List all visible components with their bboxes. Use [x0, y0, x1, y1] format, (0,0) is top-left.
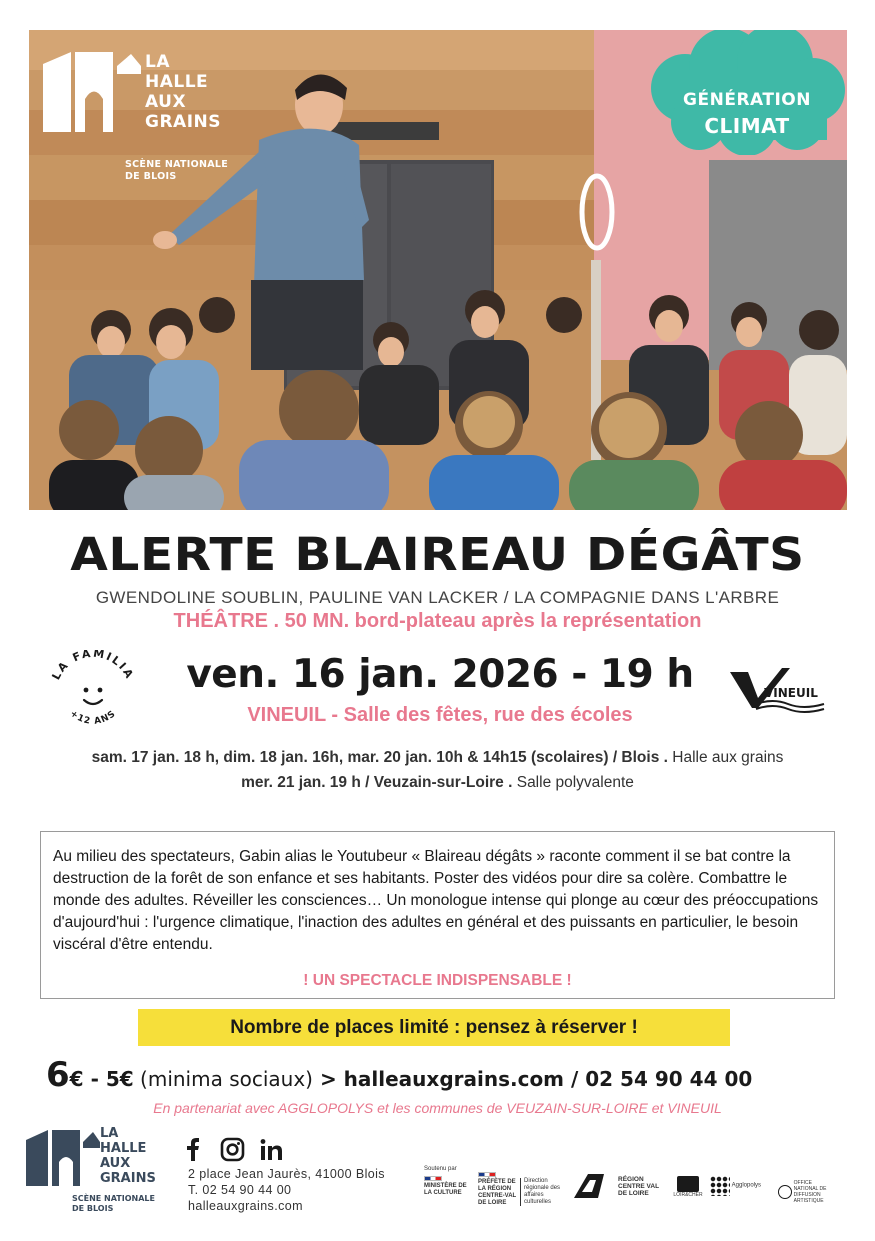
generation-climat-badge [647, 30, 847, 155]
description-box [40, 831, 835, 999]
limited-seats-banner: Nombre de places limité : pensez à réserver ! [138, 1009, 730, 1046]
ministere-culture-logo [424, 1166, 474, 1197]
footer-logo-subtitle [72, 1194, 192, 1214]
price-full: 6 [46, 1055, 70, 1095]
footer-logo [26, 1124, 186, 1219]
footer-logo-wordmark [100, 1126, 190, 1186]
linkedin-icon[interactable] [261, 1139, 282, 1160]
description-text: Au milieu des spectateurs, Gabin alias le Youtubeur « Blaireau dégâts » raconte comment il se bat contre la destruction de la forêt de son enfance et ses habitants. Poster des vidéos pour dire sa colère. Combattre le monde des adultes. Réveiller les consciences… Un monologue intense qui plonge au cœur des préoccupations d'aujourd'hui : l'urgence climatique, l'inaction des adultes en général et des puissants en particulier, le besoin viscéral d'être entendu. [53, 848, 819, 953]
drac-logo [520, 1178, 570, 1206]
booking-phone[interactable]: 02 54 90 44 00 [585, 1067, 753, 1091]
loir-cher-departement-logo [672, 1176, 704, 1199]
svg-text:LA FAMILIA [49, 650, 136, 682]
footer-logo-line: GRAINS [100, 1171, 156, 1186]
familia-smiley-icon [48, 650, 138, 736]
onda-logo [778, 1180, 838, 1204]
logo-subtitle-line: SCÈNE NATIONALE [125, 159, 229, 170]
footer-logo-line: LA [100, 1126, 119, 1141]
logo-wordmark [145, 52, 265, 132]
show-genre: THÉÂTRE . 50 MN. bord-plateau après la représentation [173, 610, 702, 632]
footer-website[interactable]: halleauxgrains.com [188, 1199, 303, 1213]
other-dates-2-place: Salle polyvalente [512, 774, 634, 791]
sponsor-prefete: PRÉFÈTE DE LA RÉGION CENTRE-VAL DE LOIRE [478, 1179, 517, 1206]
other-dates-2-bold: mer. 21 jan. 19 h / Veuzain-sur-Loire . [241, 774, 513, 791]
instagram-icon[interactable] [222, 1139, 243, 1160]
loir-et-cher-mark [572, 1170, 606, 1200]
logo-subtitle-line: DE BLOIS [125, 171, 177, 182]
vineuil-logo-mark [728, 664, 828, 714]
booking-website-link[interactable]: halleauxgrains.com [343, 1067, 565, 1091]
badge-line-2: CLIMAT [704, 114, 790, 138]
show-authors: GWENDOLINE SOUBLIN, PAULINE VAN LACKER / LA COMPAGNIE DANS L'ARBRE [95, 588, 780, 607]
other-dates-1-bold: sam. 17 jan. 18 h, dim. 18 jan. 16h, mar. 20 jan. 10h & 14h15 (scolaires) / Blois . [91, 749, 668, 766]
footer-address: 2 place Jean Jaurès, 41000 Blois [188, 1167, 385, 1181]
price-line [46, 1055, 846, 1095]
footer-contact [188, 1166, 418, 1214]
price-reduced: - 5€ [90, 1067, 134, 1091]
familia-top-text: LA FAMILIA [49, 650, 137, 682]
region-centre-logo [618, 1176, 668, 1197]
vineuil-logo-text: VINEUIL [764, 686, 818, 700]
la-familia-badge [48, 650, 138, 736]
footer-logo-building-icon [26, 1124, 101, 1194]
loir-et-cher-logo [572, 1170, 606, 1204]
hero-photo [29, 30, 847, 510]
agglopolys-logo [710, 1176, 774, 1196]
sponsor-soutenu: Soutenu par [424, 1166, 457, 1172]
logo-line: HALLE [145, 72, 209, 92]
logo-line: LA [145, 52, 170, 72]
other-dates-line-1 [0, 749, 875, 767]
price-reduced-note: (minima sociaux) [133, 1067, 313, 1091]
social-icons [186, 1137, 296, 1163]
logo-line: GRAINS [145, 112, 221, 132]
svg-text:+12 ANS [68, 709, 118, 727]
partnership-line: En partenariat avec AGGLOPOLYS et les communes de VEUZAIN-SUR-LOIRE et VINEUIL [153, 1100, 722, 1116]
main-venue: VINEUIL - Salle des fêtes, rue des écoles [247, 704, 633, 726]
main-date: ven. 16 jan. 2026 - 19 h [186, 652, 694, 697]
badge-line-1: GÉNÉRATION [683, 90, 811, 110]
footer-logo-line: HALLE [100, 1141, 147, 1156]
sponsor-oda: OFFICE NATIONAL DE DIFFUSION ARTISTIQUE [793, 1180, 827, 1204]
prefete-logo [478, 1172, 518, 1207]
facebook-icon[interactable] [187, 1138, 199, 1161]
vineuil-logo [728, 664, 828, 714]
logo-subtitle [125, 159, 265, 183]
logo-building-icon [43, 44, 143, 134]
footer-phone: T. 02 54 90 44 00 [188, 1183, 292, 1197]
footer-logo-subtitle-line: DE BLOIS [72, 1204, 114, 1213]
arrow-glyph: > [312, 1067, 344, 1091]
logo-line: AUX [145, 92, 187, 112]
price-separator: / [564, 1067, 586, 1091]
other-dates-1-place: Halle aux grains [667, 749, 784, 766]
show-title: ALERTE BLAIREAU DÉGÂTS [70, 528, 805, 581]
footer-logo-subtitle-line: SCÈNE NATIONALE [72, 1194, 155, 1203]
sponsor-agglo: Agglopolys [731, 1182, 762, 1189]
must-see-callout: ! UN SPECTACLE INDISPENSABLE ! [303, 972, 572, 989]
sponsor-loir: LOIR&CHER [673, 1192, 703, 1198]
sponsor-drac: Direction régionale des affaires culturelles [524, 1178, 561, 1205]
sponsor-ministere: MINISTÈRE DE LA CULTURE [424, 1183, 467, 1196]
price-unit: € [69, 1067, 91, 1091]
sponsor-region: RÉGION CENTRE VAL DE LOIRE [618, 1176, 659, 1197]
familia-bottom-text: +12 ANS [67, 708, 119, 727]
footer-logo-line: AUX [100, 1156, 131, 1171]
other-dates-line-2 [0, 774, 875, 792]
social-links [186, 1137, 296, 1163]
